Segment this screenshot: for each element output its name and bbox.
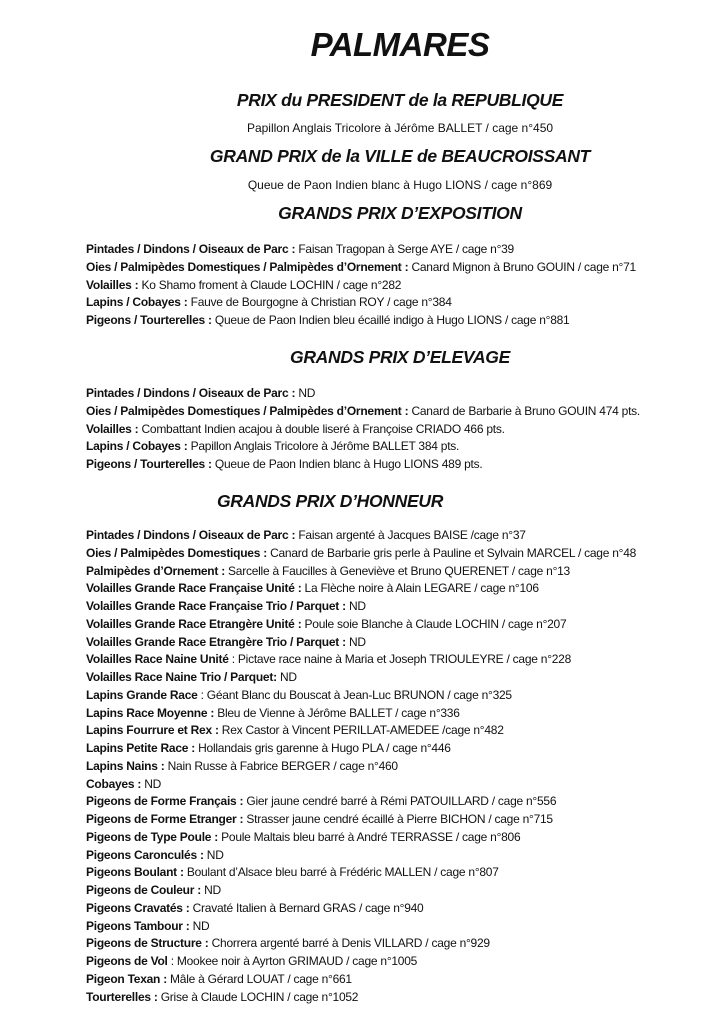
category-label: Pigeons Tambour :: [86, 918, 190, 933]
list-item: [86, 864, 716, 882]
category-label: Pigeons de Couleur :: [86, 883, 202, 897]
exposition-heading: GRANDS PRIX D’EXPOSITION: [278, 203, 522, 223]
winner-text: ND: [141, 776, 162, 791]
list-item: [86, 669, 716, 687]
winner-text: Sarcelle à Faucilles à Geneviève et Bruno QUERENET / cage n°13: [224, 563, 570, 578]
winner-text: Queue de Paon Indien bleu écaillé indigo à Hugo LIONS / cage n°881: [211, 313, 570, 327]
city-prize-heading: GRAND PRIX de la VILLE de BEAUCROISSANT: [209, 146, 591, 166]
category-label: Pigeons / Tourterelles :: [86, 313, 212, 327]
category-label: Lapins Petite Race :: [86, 741, 196, 755]
list-item: [86, 722, 716, 740]
list-item: [86, 277, 716, 295]
list-item: [86, 882, 716, 900]
winner-text: ND: [345, 599, 366, 613]
category-label: Lapins Grande Race: [86, 687, 198, 702]
winner-text: Nain Russe à Fabrice BERGER / cage n°460: [164, 758, 398, 773]
list-item: [86, 918, 716, 936]
list-item: [86, 421, 716, 439]
category-label: Pigeons Cravatés :: [86, 900, 190, 915]
list-item: [86, 438, 716, 456]
list-item: [86, 456, 716, 474]
list-item: [86, 616, 716, 634]
winner-text: Rex Castor à Vincent PERILLAT-AMEDEE /cage n°482: [218, 723, 504, 738]
category-label: Lapins Nains :: [86, 758, 165, 773]
winner-text: Canard Mignon à Bruno GOUIN / cage n°71: [408, 259, 636, 274]
list-item: [86, 563, 716, 581]
category-label: Volailles :: [86, 277, 139, 292]
list-item: [86, 294, 716, 312]
category-label: Pigeons Caronculés :: [86, 847, 204, 862]
winner-text: ND: [295, 386, 316, 400]
category-label: Oies / Palmipèdes Domestiques / Palmipèdes d’Ornement :: [86, 403, 409, 418]
category-label: Volailles Grande Race Française Trio / Parquet :: [86, 599, 346, 613]
winner-text: Mâle à Gérard LOUAT / cage n°661: [166, 971, 352, 986]
winner-text: ND: [201, 883, 221, 897]
list-item: [86, 793, 716, 811]
list-item: [86, 651, 716, 669]
winner-text: Grise à Claude LOCHIN / cage n°1052: [157, 989, 359, 1004]
list-item: [86, 989, 716, 1007]
page-title: PALMARES: [310, 26, 490, 63]
winner-text: : Mookee noir à Ayrton GRIMAUD / cage n°1005: [167, 954, 418, 968]
list-item: [86, 829, 716, 847]
city-prize-winner: Queue de Paon Indien blanc à Hugo LIONS / cage n°869: [247, 178, 553, 192]
winner-text: Ko Shamo froment à Claude LOCHIN / cage n°282: [138, 277, 402, 292]
winner-text: Faisan Tragopan à Serge AYE / cage n°39: [295, 242, 514, 256]
winner-text: Canard de Barbarie gris perle à Pauline et Sylvain MARCEL / cage n°48: [266, 545, 637, 560]
winner-text: Poule soie Blanche à Claude LOCHIN / cage n°207: [301, 616, 567, 631]
winner-text: Queue de Paon Indien blanc à Hugo LIONS 489 pts.: [211, 457, 483, 471]
winner-text: : Pictave race naine à Maria et Joseph TRIOULEYRE / cage n°228: [228, 652, 572, 667]
category-label: Cobayes :: [86, 776, 142, 791]
list-item: [86, 953, 716, 971]
president-prize-heading: PRIX du PRESIDENT de la REPUBLIQUE: [236, 90, 564, 110]
winner-text: Canard de Barbarie à Bruno GOUIN 474 pts.: [408, 403, 640, 418]
winner-text: Cravaté Italien à Bernard GRAS / cage n°940: [189, 900, 424, 915]
category-label: Lapins / Cobayes :: [86, 295, 188, 310]
category-label: Oies / Palmipèdes Domestiques :: [86, 545, 267, 560]
category-label: Pintades / Dindons / Oiseaux de Parc :: [86, 528, 296, 542]
category-label: Pigeon Texan :: [86, 971, 167, 986]
list-item: [86, 900, 716, 918]
elevage-heading: GRANDS PRIX D’ELEVAGE: [290, 347, 510, 367]
winner-text: Boulant d’Alsace bleu barré à Frédéric MALLEN / cage n°807: [183, 865, 499, 880]
category-label: Pintades / Dindons / Oiseaux de Parc :: [86, 386, 296, 400]
category-label: Lapins Race Moyenne :: [86, 705, 215, 720]
category-label: Pigeons de Vol: [86, 954, 168, 968]
winner-text: Strasser jaune cendré écaillé à Pierre BICHON / cage n°715: [243, 812, 553, 826]
category-label: Volailles :: [86, 421, 139, 436]
winner-text: Fauve de Bourgogne à Christian ROY / cage n°384: [187, 295, 452, 310]
honneur-heading: GRANDS PRIX D’HONNEUR: [216, 491, 444, 511]
list-item: [86, 971, 716, 989]
winner-text: Gier jaune cendré barré à Rémi PATOUILLARD / cage n°556: [243, 794, 557, 809]
category-label: Volailles Grande Race Française Unité :: [86, 581, 302, 596]
category-label: Lapins / Cobayes :: [86, 439, 188, 454]
list-item: [86, 312, 716, 330]
category-label: Volailles Grande Race Etrangère Trio / Parquet :: [86, 634, 346, 649]
category-label: Lapins Fourrure et Rex :: [86, 723, 219, 738]
list-item: [86, 527, 716, 545]
list-item: [86, 385, 716, 403]
category-label: Tourterelles :: [86, 989, 158, 1004]
category-label: Oies / Palmipèdes Domestiques / Palmipèdes d’Ornement :: [86, 259, 409, 274]
president-prize-winner: Papillon Anglais Tricolore à Jérôme BALLET / cage n°450: [246, 121, 554, 135]
list-item: [86, 259, 716, 277]
list-item: [86, 758, 716, 776]
winner-text: Combattant Indien acajou à double liseré à Françoise CRIADO 466 pts.: [138, 421, 505, 436]
winner-text: : Géant Blanc du Bouscat à Jean-Luc BRUNON / cage n°325: [197, 687, 512, 702]
category-label: Pigeons / Tourterelles :: [86, 457, 212, 471]
category-label: Palmipèdes d’Ornement :: [86, 563, 225, 578]
winner-text: Chorrera argenté barré à Denis VILLARD / cage n°929: [208, 936, 490, 951]
category-label: Pigeons de Forme Français :: [86, 794, 244, 809]
category-label: Pintades / Dindons / Oiseaux de Parc :: [86, 242, 296, 256]
category-label: Pigeons de Forme Etranger :: [86, 812, 244, 826]
winner-text: Hollandais gris garenne à Hugo PLA / cage n°446: [195, 741, 451, 755]
list-item: [86, 634, 716, 652]
list-item: [86, 811, 716, 829]
winner-text: ND: [203, 847, 224, 862]
category-label: Pigeons de Type Poule :: [86, 829, 219, 844]
list-item: [86, 687, 716, 705]
winner-text: Bleu de Vienne à Jérôme BALLET / cage n°336: [214, 705, 460, 720]
list-item: [86, 776, 716, 794]
honneur-list: [86, 527, 716, 1006]
category-label: Volailles Race Naine Unité: [86, 652, 229, 667]
winner-text: Papillon Anglais Tricolore à Jérôme BALLET 384 pts.: [187, 439, 460, 454]
list-item: [86, 580, 716, 598]
elevage-list: [86, 385, 716, 474]
category-label: Pigeons de Structure :: [86, 936, 209, 951]
list-item: [86, 935, 716, 953]
list-item: [86, 403, 716, 421]
exposition-list: [86, 241, 716, 330]
winner-text: ND: [189, 918, 210, 933]
list-item: [86, 847, 716, 865]
winner-text: La Flèche noire à Alain LEGARE / cage n°106: [301, 581, 539, 596]
category-label: Pigeons Boulant :: [86, 865, 184, 880]
list-item: [86, 598, 716, 616]
category-label: Volailles Grande Race Etrangère Unité :: [86, 616, 302, 631]
winner-text: ND: [276, 670, 297, 684]
list-item: [86, 705, 716, 723]
list-item: [86, 241, 716, 259]
winner-text: ND: [345, 634, 366, 649]
list-item: [86, 740, 716, 758]
list-item: [86, 545, 716, 563]
category-label: Volailles Race Naine Trio / Parquet:: [86, 670, 277, 684]
winner-text: Faisan argenté à Jacques BAISE /cage n°37: [295, 528, 526, 542]
winner-text: Poule Maltais bleu barré à André TERRASSE / cage n°806: [218, 829, 521, 844]
